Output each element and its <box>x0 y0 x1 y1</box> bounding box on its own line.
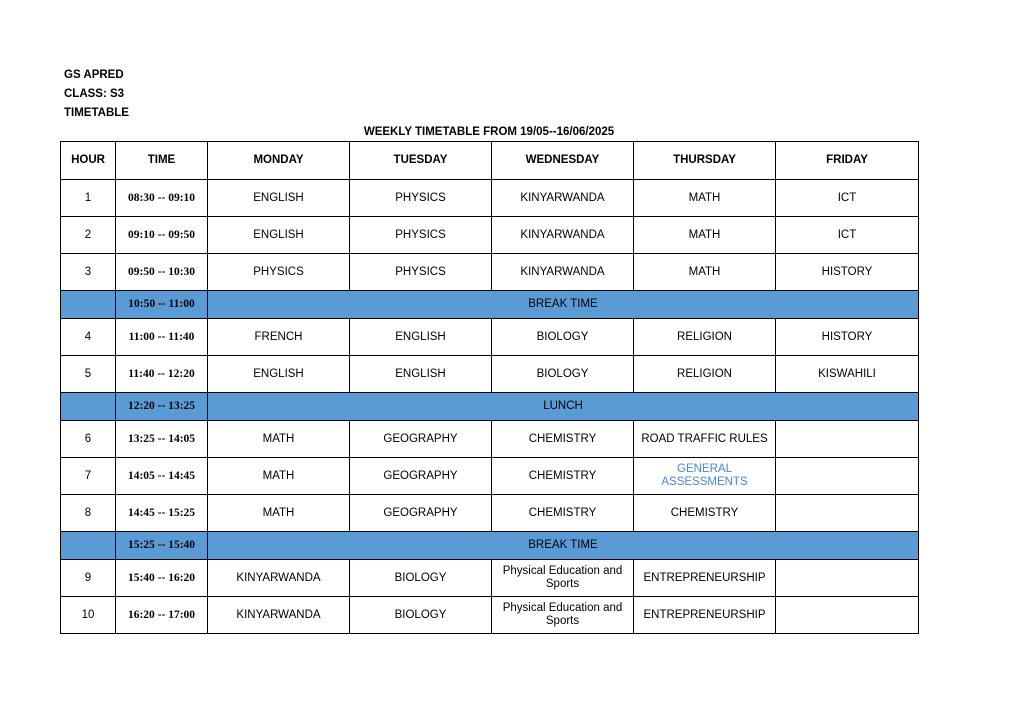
friday-cell: ICT <box>776 217 919 254</box>
break-row <box>61 291 919 319</box>
wednesday-cell: KINYARWANDA <box>492 217 634 254</box>
friday-cell: KISWAHILI <box>776 356 919 393</box>
wednesday-cell: Physical Education and Sports <box>492 560 634 597</box>
thursday-cell: ROAD TRAFFIC RULES <box>634 421 776 458</box>
monday-cell: ENGLISH <box>208 180 350 217</box>
monday-cell: KINYARWANDA <box>208 597 350 634</box>
thursday-cell-highlighted: GENERAL ASSESSMENTS <box>634 458 776 495</box>
hour-cell: 7 <box>61 458 116 495</box>
table-header-row <box>61 142 919 180</box>
monday-cell: PHYSICS <box>208 254 350 291</box>
break-row <box>61 532 919 560</box>
break-label: BREAK TIME <box>208 291 919 319</box>
table-row <box>61 254 919 291</box>
class-name: CLASS: S3 <box>64 88 125 100</box>
time-cell: 12:20 -- 13:25 <box>116 393 208 421</box>
column-header-tuesday: TUESDAY <box>350 142 492 180</box>
tuesday-cell: PHYSICS <box>350 217 492 254</box>
friday-cell: HISTORY <box>776 319 919 356</box>
thursday-cell: CHEMISTRY <box>634 495 776 532</box>
friday-cell: HISTORY <box>776 254 919 291</box>
column-header-wednesday: WEDNESDAY <box>492 142 634 180</box>
break-label: BREAK TIME <box>208 532 919 560</box>
wednesday-cell: CHEMISTRY <box>492 421 634 458</box>
column-header-time: TIME <box>116 142 208 180</box>
tuesday-cell: ENGLISH <box>350 319 492 356</box>
document-label: TIMETABLE <box>64 107 129 119</box>
wednesday-cell: KINYARWANDA <box>492 254 634 291</box>
table-row <box>61 560 919 597</box>
column-header-hour: HOUR <box>61 142 116 180</box>
thursday-cell: RELIGION <box>634 356 776 393</box>
table-row <box>61 495 919 532</box>
column-header-thursday: THURSDAY <box>634 142 776 180</box>
table-row <box>61 421 919 458</box>
monday-cell: ENGLISH <box>208 217 350 254</box>
table-row <box>61 319 919 356</box>
time-cell: 11:40 -- 12:20 <box>116 356 208 393</box>
monday-cell: FRENCH <box>208 319 350 356</box>
table-row <box>61 458 919 495</box>
hour-cell: 6 <box>61 421 116 458</box>
school-name: GS APRED <box>64 69 124 81</box>
time-cell: 09:50 -- 10:30 <box>116 254 208 291</box>
hour-cell: 2 <box>61 217 116 254</box>
tuesday-cell: GEOGRAPHY <box>350 458 492 495</box>
hour-cell: 3 <box>61 254 116 291</box>
table-row <box>61 180 919 217</box>
friday-cell <box>776 560 919 597</box>
column-header-friday: FRIDAY <box>776 142 919 180</box>
time-cell: 14:05 -- 14:45 <box>116 458 208 495</box>
lunch-row <box>61 393 919 421</box>
timetable-title: WEEKLY TIMETABLE FROM 19/05--16/06/2025 <box>363 126 615 138</box>
tuesday-cell: GEOGRAPHY <box>350 421 492 458</box>
wednesday-cell: CHEMISTRY <box>492 495 634 532</box>
thursday-cell: MATH <box>634 254 776 291</box>
time-cell: 15:25 -- 15:40 <box>116 532 208 560</box>
wednesday-cell: Physical Education and Sports <box>492 597 634 634</box>
tuesday-cell: GEOGRAPHY <box>350 495 492 532</box>
time-cell: 13:25 -- 14:05 <box>116 421 208 458</box>
column-header-monday: MONDAY <box>208 142 350 180</box>
tuesday-cell: ENGLISH <box>350 356 492 393</box>
lunch-label: LUNCH <box>208 393 919 421</box>
thursday-cell: MATH <box>634 217 776 254</box>
wednesday-cell: BIOLOGY <box>492 356 634 393</box>
friday-cell <box>776 495 919 532</box>
hour-cell: 8 <box>61 495 116 532</box>
table-row <box>61 597 919 634</box>
monday-cell: ENGLISH <box>208 356 350 393</box>
wednesday-cell: KINYARWANDA <box>492 180 634 217</box>
hour-cell: 9 <box>61 560 116 597</box>
monday-cell: MATH <box>208 421 350 458</box>
time-cell: 10:50 -- 11:00 <box>116 291 208 319</box>
tuesday-cell: BIOLOGY <box>350 597 492 634</box>
time-cell: 08:30 -- 09:10 <box>116 180 208 217</box>
friday-cell: ICT <box>776 180 919 217</box>
thursday-cell: ENTREPRENEURSHIP <box>634 560 776 597</box>
thursday-cell: MATH <box>634 180 776 217</box>
time-cell: 11:00 -- 11:40 <box>116 319 208 356</box>
hour-cell: 10 <box>61 597 116 634</box>
time-cell: 14:45 -- 15:25 <box>116 495 208 532</box>
hour-cell-empty <box>61 393 116 421</box>
time-cell: 15:40 -- 16:20 <box>116 560 208 597</box>
time-cell: 09:10 -- 09:50 <box>116 217 208 254</box>
tuesday-cell: PHYSICS <box>350 254 492 291</box>
hour-cell: 5 <box>61 356 116 393</box>
tuesday-cell: PHYSICS <box>350 180 492 217</box>
hour-cell: 1 <box>61 180 116 217</box>
thursday-cell: ENTREPRENEURSHIP <box>634 597 776 634</box>
tuesday-cell: BIOLOGY <box>350 560 492 597</box>
time-cell: 16:20 -- 17:00 <box>116 597 208 634</box>
hour-cell: 4 <box>61 319 116 356</box>
table-row <box>61 356 919 393</box>
hour-cell-empty <box>61 532 116 560</box>
wednesday-cell: CHEMISTRY <box>492 458 634 495</box>
timetable-table <box>60 141 919 634</box>
wednesday-cell: BIOLOGY <box>492 319 634 356</box>
monday-cell: MATH <box>208 495 350 532</box>
friday-cell <box>776 597 919 634</box>
monday-cell: KINYARWANDA <box>208 560 350 597</box>
table-row <box>61 217 919 254</box>
thursday-cell: RELIGION <box>634 319 776 356</box>
friday-cell <box>776 421 919 458</box>
hour-cell-empty <box>61 291 116 319</box>
friday-cell <box>776 458 919 495</box>
monday-cell: MATH <box>208 458 350 495</box>
